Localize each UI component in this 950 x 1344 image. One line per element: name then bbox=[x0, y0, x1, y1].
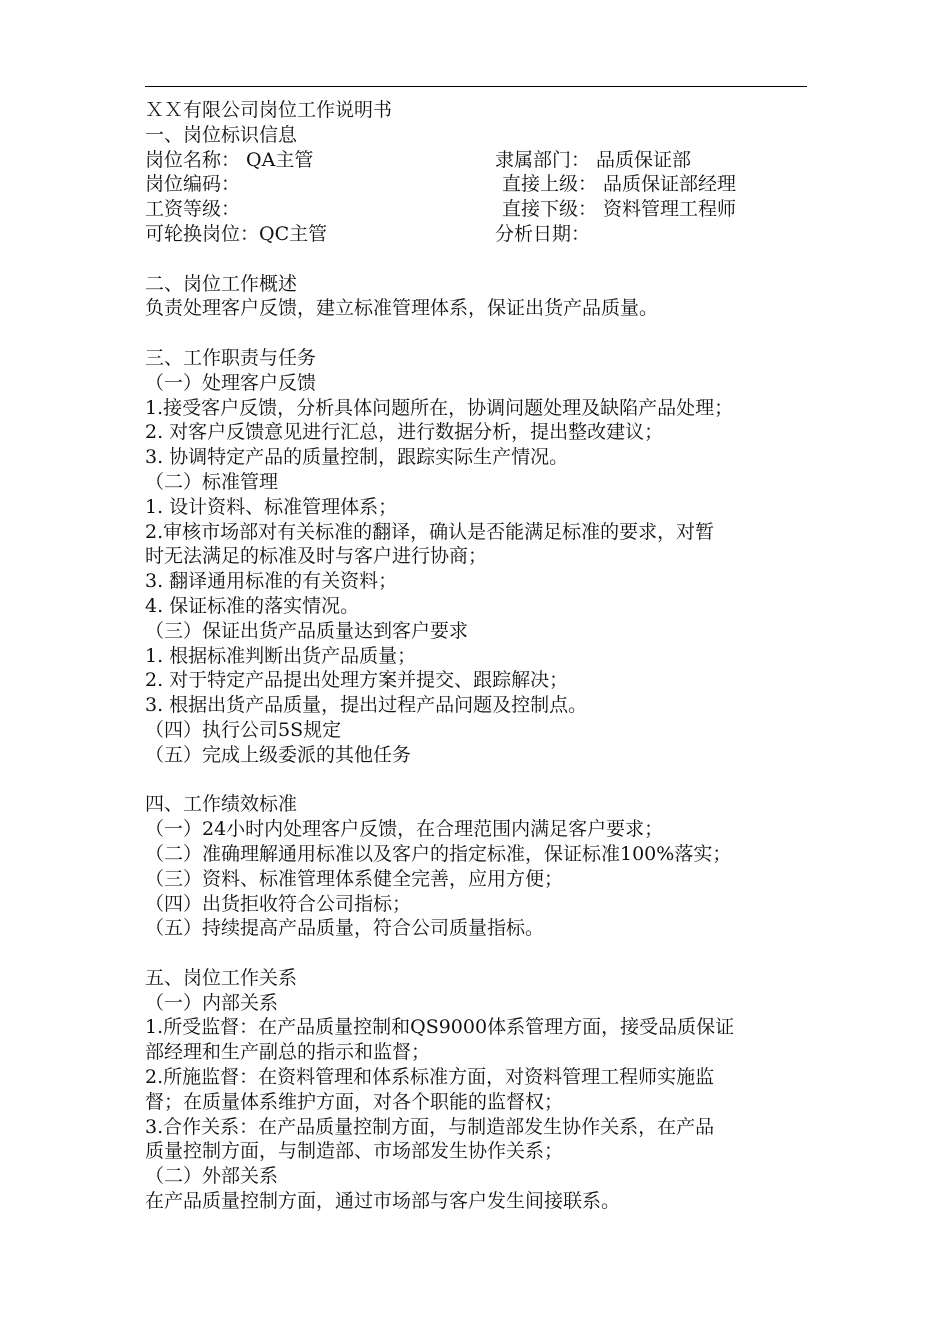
info-row-1 bbox=[145, 148, 825, 173]
header-rule bbox=[145, 86, 807, 87]
section-4-heading: 四、工作绩效标准 bbox=[145, 793, 298, 816]
document-body bbox=[145, 98, 825, 1214]
info-row-2-right: 直接上级： 品质保证部经理 bbox=[502, 173, 737, 196]
list-item: 1. 设计资料、标准管理体系； bbox=[145, 495, 398, 518]
section-2-text: 负责处理客户反馈，建立标准管理体系，保证出货产品质量。 bbox=[145, 297, 659, 320]
info-row-3 bbox=[145, 197, 825, 222]
list-item: 2. 对客户反馈意见进行汇总，进行数据分析，提出整改建议； bbox=[145, 421, 664, 444]
info-row-4-left: 可轮换岗位：QC主管 bbox=[145, 222, 328, 245]
document-title: ＸＸ有限公司岗位工作说明书 bbox=[145, 99, 393, 121]
list-item: 部经理和生产副总的指示和监督； bbox=[145, 1041, 431, 1064]
list-item: 2. 对于特定产品提出处理方案并提交、跟踪解决； bbox=[145, 669, 569, 692]
section-5-heading: 五、岗位工作关系 bbox=[145, 966, 298, 989]
list-item: 1. 根据标准判断出货产品质量； bbox=[145, 644, 417, 667]
list-item: 3.合作关系：在产品质量控制方面，与制造部发生协作关系，在产品 bbox=[145, 1115, 715, 1138]
info-row-4 bbox=[145, 222, 825, 247]
section-3-sub-3: （三）保证出货产品质量达到客户要求 bbox=[145, 619, 469, 642]
section-5-sub-2: （二）外部关系 bbox=[145, 1165, 279, 1188]
section-3-sub-4: （四）执行公司5S规定 bbox=[145, 718, 342, 741]
list-item: 时无法满足的标准及时与客户进行协商； bbox=[145, 545, 488, 568]
list-item: 督；在质量体系维护方面，对各个职能的监督权； bbox=[145, 1090, 564, 1113]
section-5-sub-1: （一）内部关系 bbox=[145, 991, 279, 1014]
list-item: 1.所受监督：在产品质量控制和QS9000体系管理方面，接受品质保证 bbox=[145, 1016, 735, 1039]
list-item: （三）资料、标准管理体系健全完善，应用方便； bbox=[145, 867, 564, 890]
list-item: （一）24小时内处理客户反馈，在合理范围内满足客户要求； bbox=[145, 818, 664, 841]
section-1-heading: 一、岗位标识信息 bbox=[145, 123, 298, 146]
list-item: （五）持续提高产品质量，符合公司质量指标。 bbox=[145, 917, 545, 940]
list-item: 2.审核市场部对有关标准的翻译，确认是否能满足标准的要求，对暂 bbox=[145, 520, 715, 543]
list-item: （二）准确理解通用标准以及客户的指定标准，保证标准100%落实； bbox=[145, 842, 732, 865]
list-item: 2.所施监督：在资料管理和体系标准方面，对资料管理工程师实施监 bbox=[145, 1066, 715, 1089]
spacer bbox=[145, 941, 825, 966]
info-row-2 bbox=[145, 172, 825, 197]
section-3-sub-5: （五）完成上级委派的其他任务 bbox=[145, 743, 412, 766]
list-item: 3. 根据出货产品质量，提出过程产品问题及控制点。 bbox=[145, 694, 588, 717]
info-row-1-right: 隶属部门： 品质保证部 bbox=[495, 148, 692, 171]
list-item: 1.接受客户反馈，分析具体问题所在，协调问题处理及缺陷产品处理； bbox=[145, 396, 734, 419]
list-item: 质量控制方面，与制造部、市场部发生协作关系； bbox=[145, 1140, 564, 1163]
list-item: 4. 保证标准的落实情况。 bbox=[145, 594, 360, 617]
spacer bbox=[145, 768, 825, 793]
spacer bbox=[145, 247, 825, 272]
section-5-sub-2-text: 在产品质量控制方面，通过市场部与客户发生间接联系。 bbox=[145, 1190, 621, 1213]
info-row-1-left: 岗位名称： QA主管 bbox=[145, 148, 314, 171]
list-item: （四）出货拒收符合公司指标； bbox=[145, 892, 412, 915]
info-row-2-left: 岗位编码： bbox=[145, 173, 241, 196]
section-3-sub-2: （二）标准管理 bbox=[145, 470, 279, 493]
info-row-4-right: 分析日期： bbox=[495, 222, 591, 245]
section-2-heading: 二、岗位工作概述 bbox=[145, 272, 298, 295]
info-row-3-left: 工资等级： bbox=[145, 198, 241, 221]
info-row-3-right: 直接下级： 资料管理工程师 bbox=[502, 198, 737, 221]
list-item: 3. 协调特定产品的质量控制，跟踪实际生产情况。 bbox=[145, 446, 569, 469]
section-3-sub-1: （一）处理客户反馈 bbox=[145, 371, 317, 394]
section-3-heading: 三、工作职责与任务 bbox=[145, 346, 317, 369]
list-item: 3. 翻译通用标准的有关资料； bbox=[145, 570, 398, 593]
spacer bbox=[145, 321, 825, 346]
